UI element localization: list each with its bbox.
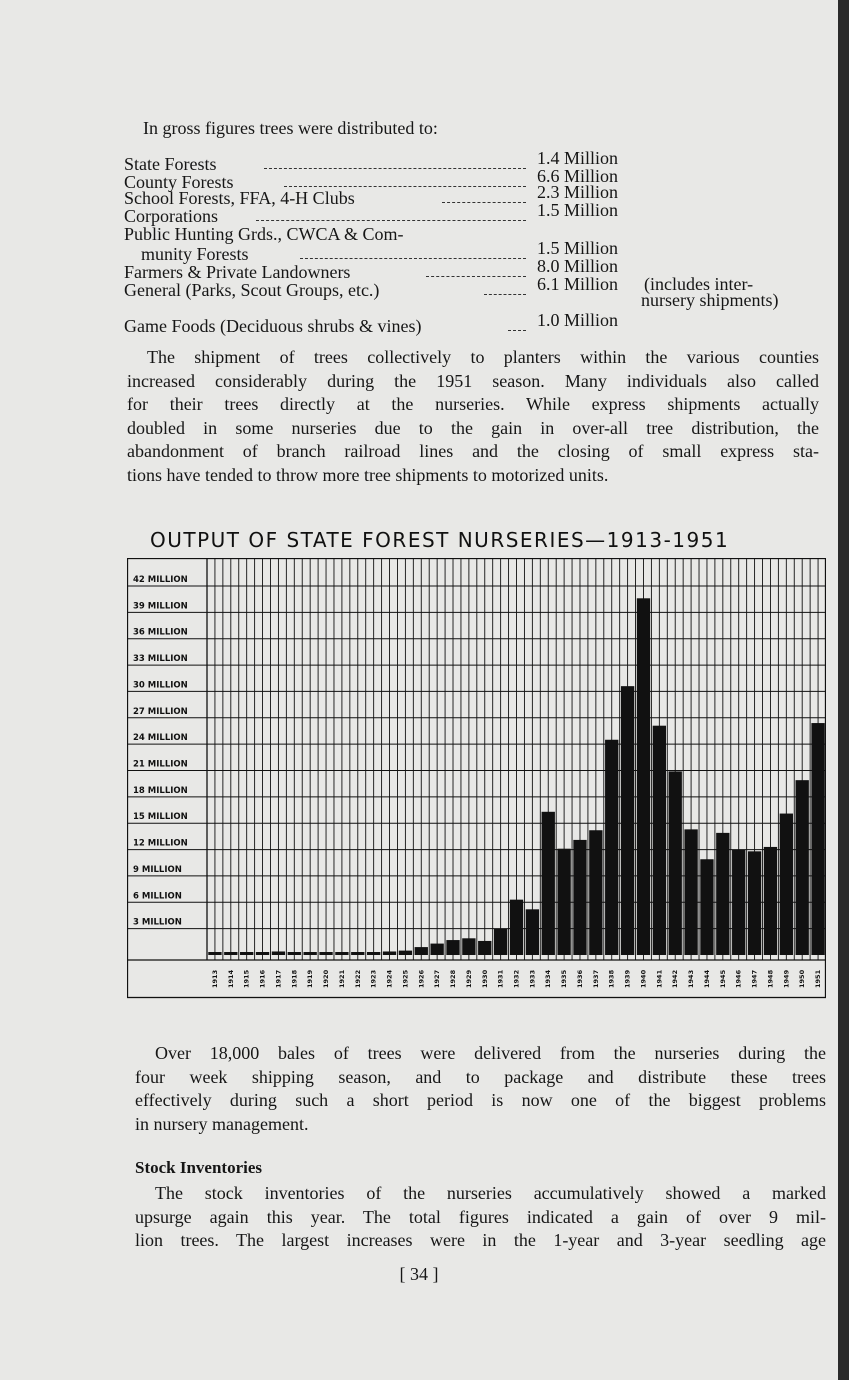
bar-1946 — [732, 850, 745, 955]
bar-1945 — [716, 833, 729, 955]
x-tick-label: 1949 — [782, 969, 791, 988]
bar-1939 — [621, 686, 634, 955]
text-line: Over 18,000 bales of trees were delivered from the nurseries during the — [155, 1043, 826, 1063]
bar-1938 — [605, 740, 618, 955]
x-tick-label: 1913 — [210, 969, 219, 988]
y-tick-label: 3 MILLION — [133, 917, 182, 928]
x-tick-label: 1947 — [750, 969, 759, 988]
bar-1942 — [669, 771, 682, 955]
bar-1940 — [637, 598, 650, 955]
x-tick-label: 1935 — [560, 969, 569, 988]
x-tick-label: 1934 — [544, 969, 553, 988]
bar-1949 — [780, 814, 793, 955]
paragraph-bales — [135, 1042, 826, 1136]
distribution-value: 6.1 Million — [537, 274, 619, 294]
x-tick-label: 1914 — [226, 969, 235, 988]
x-tick-label: 1925 — [401, 969, 410, 988]
x-tick-label: 1923 — [369, 969, 378, 988]
bar-1922 — [351, 952, 364, 955]
distribution-label: County Forests — [124, 172, 234, 192]
text-line: increased considerably during the 1951 season. Many individuals also called — [127, 370, 819, 391]
distribution-label: Game Foods (Deciduous shrubs & vines) — [124, 316, 422, 336]
distribution-value: 1.0 Million — [537, 310, 619, 330]
y-tick-labels — [133, 575, 188, 928]
y-tick-label: 33 MILLION — [133, 654, 188, 665]
y-tick-label: 21 MILLION — [133, 759, 188, 770]
distribution-label: Corporations — [124, 206, 218, 226]
x-tick-label: 1924 — [385, 969, 394, 988]
bar-1927 — [430, 944, 443, 955]
bar-1950 — [796, 780, 809, 955]
x-tick-label: 1919 — [306, 969, 315, 988]
distribution-label: General (Parks, Scout Groups, etc.) — [124, 280, 380, 300]
distribution-label: State Forests — [124, 154, 217, 174]
x-tick-label: 1951 — [814, 969, 823, 988]
y-tick-label: 15 MILLION — [133, 812, 188, 823]
x-tick-label: 1929 — [464, 969, 473, 988]
text-line: The stock inventories of the nurseries accumulatively showed a marked — [155, 1183, 826, 1203]
distribution-value: 1.4 Million — [537, 148, 619, 168]
text-line: for their trees directly at the nurseries. While express shipments actually — [127, 394, 819, 414]
x-tick-label: 1918 — [290, 969, 299, 988]
x-tick-label: 1942 — [671, 969, 680, 988]
bar-1918 — [288, 952, 301, 955]
x-tick-label: 1945 — [718, 969, 727, 988]
x-tick-label: 1950 — [798, 969, 807, 988]
y-tick-label: 9 MILLION — [133, 864, 182, 875]
text-line: abandonment of branch railroad lines and the closing of small express sta- — [127, 441, 819, 461]
distribution-value: 1.5 Million — [537, 238, 619, 258]
y-tick-label: 39 MILLION — [133, 601, 188, 612]
y-tick-label: 24 MILLION — [133, 733, 188, 744]
x-tick-label: 1948 — [766, 969, 775, 988]
bar-1943 — [684, 829, 697, 955]
bar-1924 — [383, 951, 396, 955]
bar-1931 — [494, 929, 507, 955]
text-line: The shipment of trees collectively to planters within the various counties — [147, 347, 819, 367]
bar-1936 — [573, 840, 586, 955]
x-tick-label: 1927 — [433, 969, 442, 988]
y-tick-label: 42 MILLION — [133, 575, 188, 585]
distribution-value: 2.3 Million — [537, 182, 619, 202]
text-line: four week shipping season, and to package and distribute these trees — [135, 1066, 826, 1087]
bar-1929 — [462, 938, 475, 955]
text-line: in nursery management. — [135, 1113, 309, 1134]
x-tick-label: 1920 — [322, 969, 331, 988]
bar-1932 — [510, 900, 523, 955]
x-tick-label: 1938 — [607, 969, 616, 988]
bar-1916 — [256, 952, 269, 955]
x-tick-label: 1930 — [480, 969, 489, 988]
bar-1926 — [415, 947, 428, 955]
y-tick-label: 30 MILLION — [133, 680, 188, 691]
bar-1944 — [700, 859, 713, 955]
x-tick-label: 1941 — [655, 969, 664, 988]
x-tick-label: 1926 — [417, 969, 426, 988]
text-line: tions have tended to throw more tree shipments to motorized units. — [127, 464, 609, 485]
x-tick-label: 1931 — [496, 969, 505, 988]
bar-1933 — [526, 909, 539, 955]
bar-1923 — [367, 952, 380, 955]
x-tick-label: 1933 — [528, 969, 537, 988]
bar-1941 — [653, 726, 666, 955]
x-tick-label: 1917 — [274, 969, 283, 988]
bar-1915 — [240, 952, 253, 955]
y-tick-label: 12 MILLION — [133, 838, 188, 849]
x-tick-label: 1932 — [512, 969, 521, 988]
x-tick-label: 1946 — [734, 969, 743, 988]
x-tick-label: 1921 — [337, 969, 346, 988]
x-tick-label: 1928 — [449, 969, 458, 988]
page-number: [ 34 ] — [399, 1264, 439, 1284]
bar-1935 — [557, 849, 570, 955]
text-line: doubled in some nurseries due to the gain in over-all tree distribution, the — [127, 417, 819, 438]
x-tick-label: 1937 — [591, 969, 600, 988]
y-tick-label: 36 MILLION — [133, 627, 188, 638]
bar-1937 — [589, 830, 602, 955]
distribution-label: School Forests, FFA, 4-H Clubs — [124, 188, 355, 208]
paragraph-shipments — [127, 346, 819, 487]
chart-title: OUTPUT OF STATE FOREST NURSERIES—1913-1951 — [150, 528, 730, 552]
x-tick-label: 1915 — [242, 969, 251, 988]
bar-1914 — [224, 952, 237, 955]
distribution-value: 8.0 Million — [537, 256, 619, 276]
nursery-output-chart — [127, 558, 826, 999]
y-tick-label: 18 MILLION — [133, 785, 188, 796]
bar-1921 — [335, 952, 348, 955]
paragraph-stock — [135, 1182, 826, 1253]
distribution-label: munity Forests — [141, 244, 249, 264]
x-tick-label: 1922 — [353, 969, 362, 988]
distribution-label: Farmers & Private Landowners — [124, 262, 351, 282]
bar-1913 — [208, 952, 221, 955]
x-tick-label: 1940 — [639, 969, 648, 988]
distribution-note: nursery shipments) — [641, 290, 779, 310]
distribution-value: 1.5 Million — [537, 200, 619, 220]
x-tick-label: 1936 — [575, 969, 584, 988]
bar-1930 — [478, 941, 491, 955]
bar-1928 — [446, 940, 459, 955]
distribution-note: (includes inter- — [644, 274, 754, 294]
text-line: upsurge again this year. The total figures indicated a gain of over 9 mil- — [135, 1206, 826, 1227]
y-tick-label: 6 MILLION — [133, 891, 182, 902]
x-tick-label: 1939 — [623, 969, 632, 988]
x-tick-label: 1916 — [258, 969, 267, 988]
intro-text: In gross figures trees were distributed to: — [143, 118, 438, 138]
bar-1919 — [304, 952, 317, 955]
text-line: effectively during such a short period is now one of the biggest problems — [135, 1090, 826, 1110]
distribution-value: 6.6 Million — [537, 166, 619, 186]
x-tick-labels — [211, 969, 822, 988]
x-tick-label: 1944 — [702, 969, 711, 988]
bar-1951 — [811, 723, 824, 955]
bar-1934 — [542, 812, 555, 955]
bar-1947 — [748, 851, 761, 955]
bar-1920 — [319, 952, 332, 955]
x-tick-label: 1943 — [687, 969, 696, 988]
bar-1917 — [272, 951, 285, 955]
text-line: lion trees. The largest increases were in the 1-year and 3-year seedling age — [135, 1230, 826, 1250]
section-heading: Stock Inventories — [135, 1158, 263, 1177]
bar-1925 — [399, 951, 412, 955]
y-tick-label: 27 MILLION — [133, 706, 188, 717]
distribution-label: Public Hunting Grds., CWCA & Com- — [124, 224, 404, 244]
bar-1948 — [764, 847, 777, 955]
